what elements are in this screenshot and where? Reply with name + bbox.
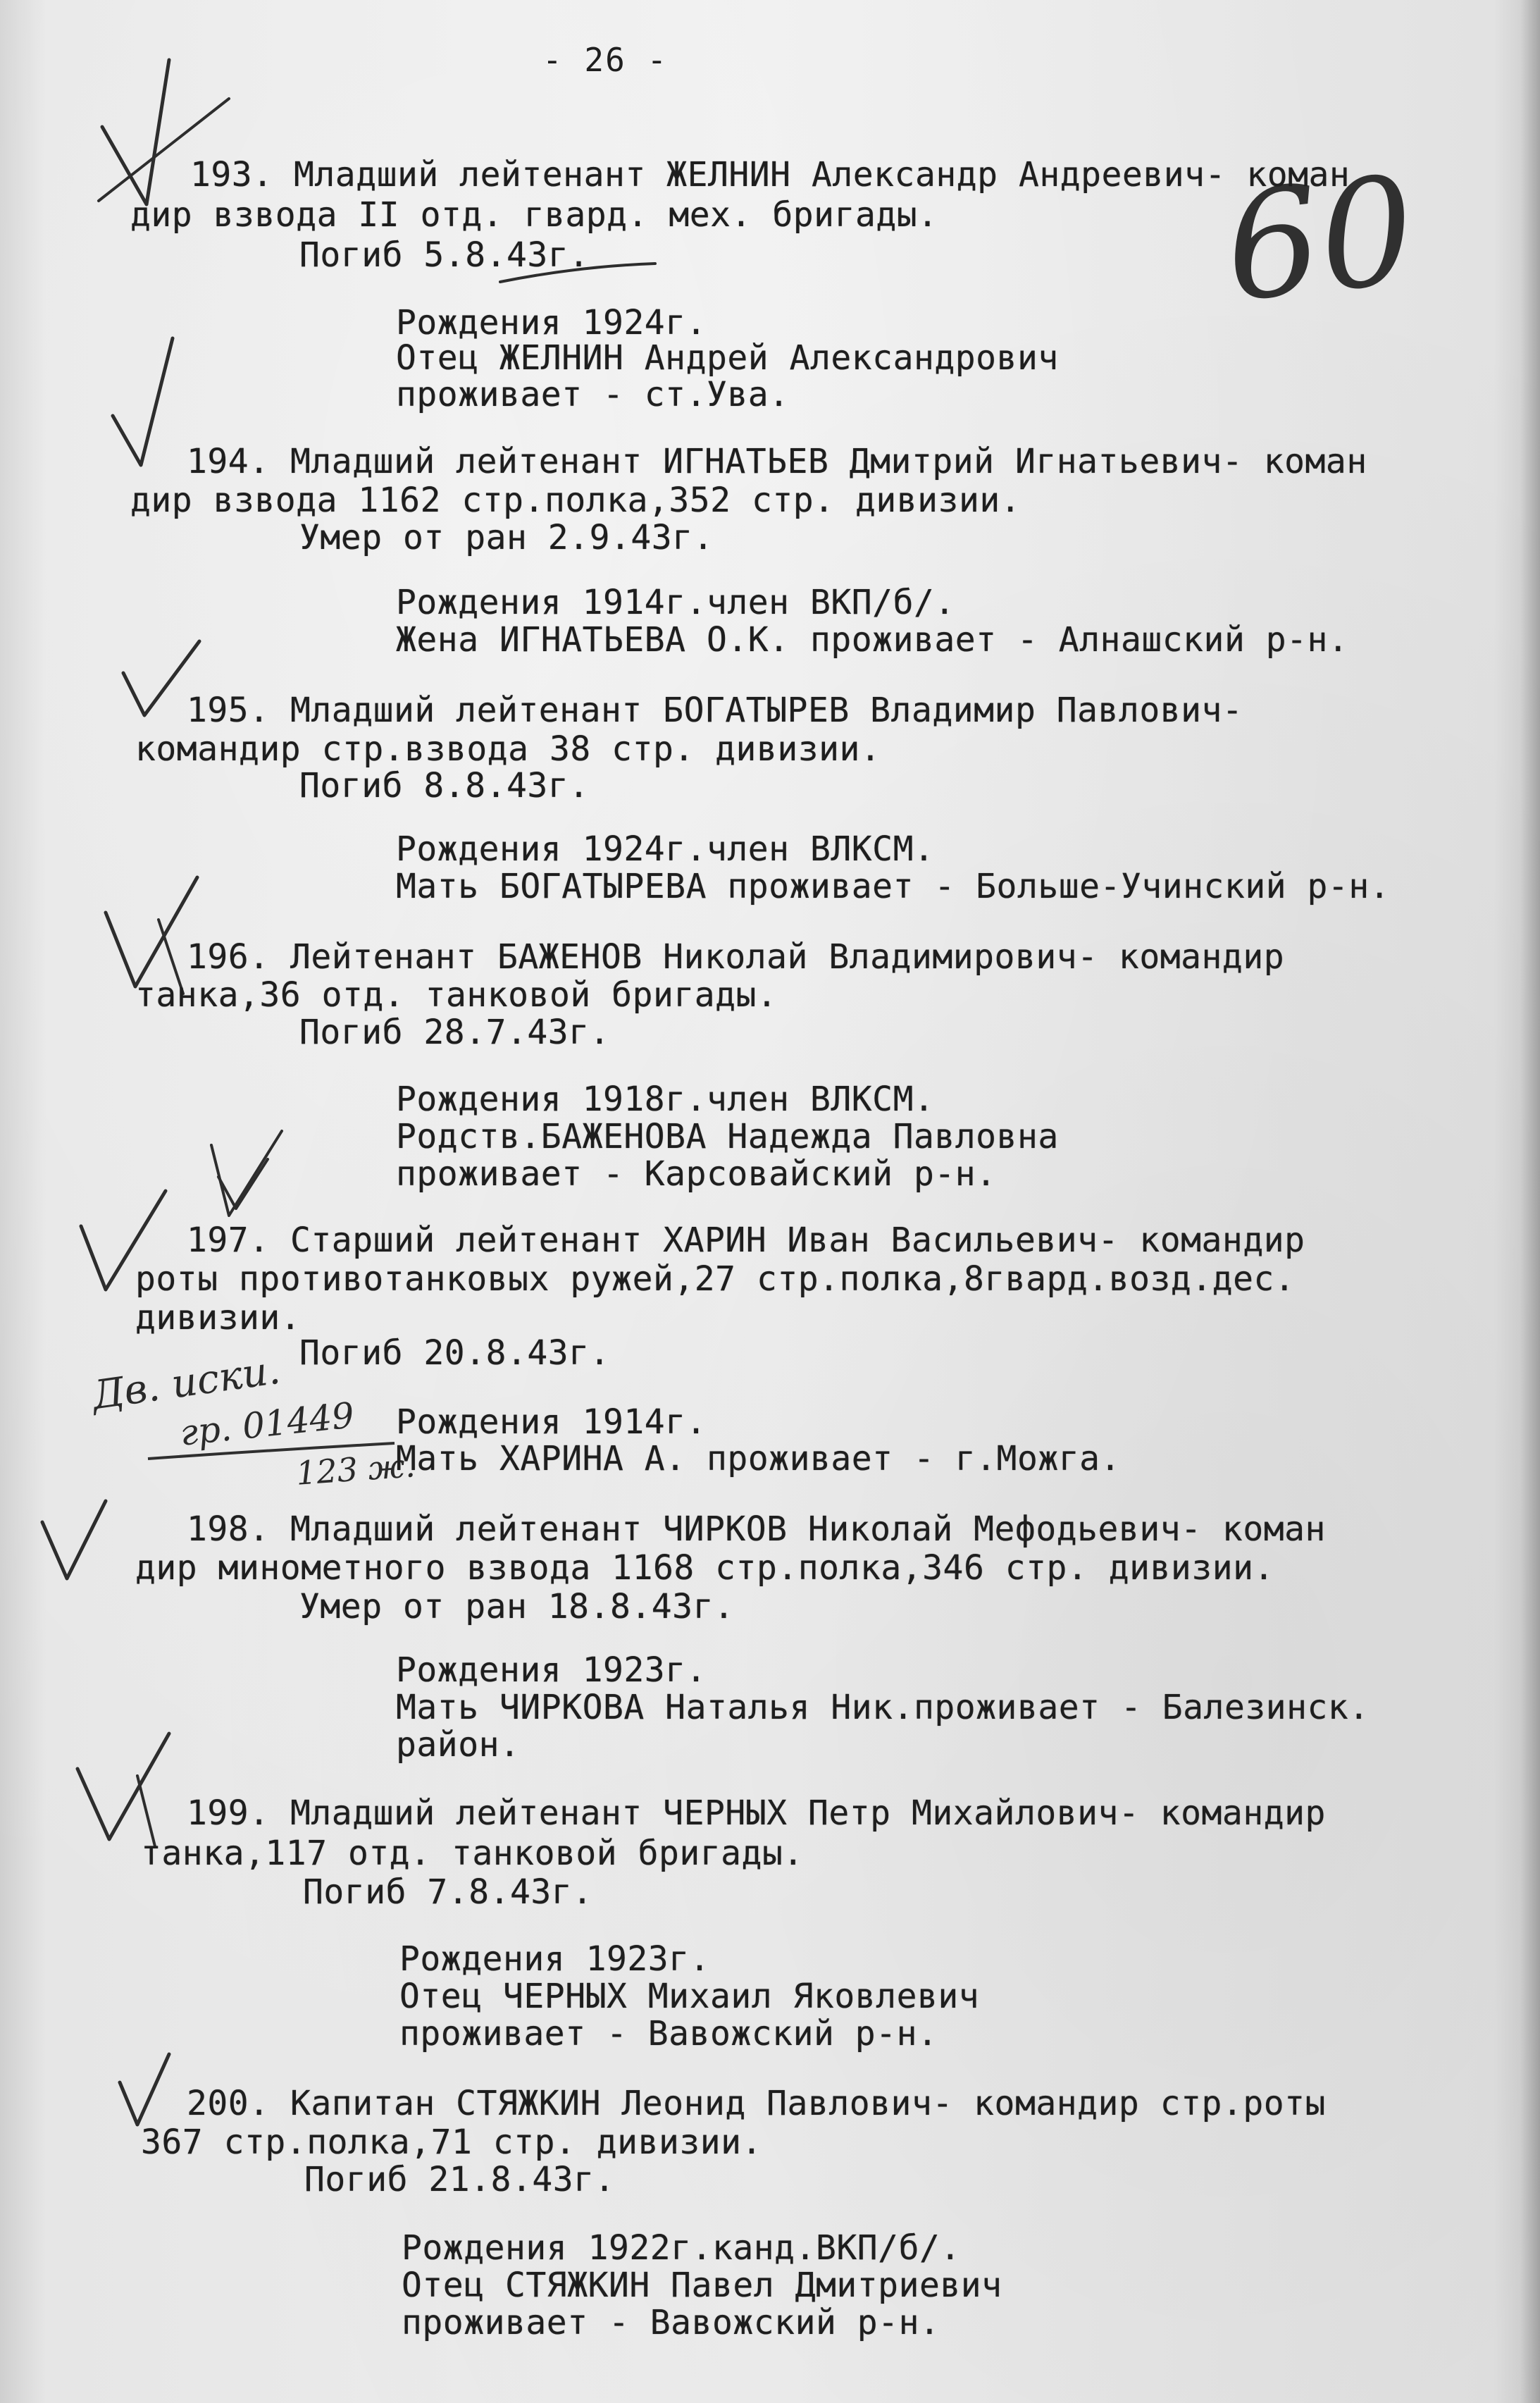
entry-193-residence: проживает - ст.Ува.	[396, 375, 790, 414]
entry-193-line-2: дир взвода II отд. гвард. мех. бригады.	[130, 195, 938, 235]
entry-195-birth: Рождения 1924г.член ВЛКСМ.	[396, 829, 935, 869]
entry-198-line-2: дир минометного взвода 1168 стр.полка,346 стр. дивизии.	[135, 1548, 1274, 1588]
entry-193-death: Погиб 5.8.43г.	[299, 235, 590, 275]
entry-195-relative: Мать БОГАТЫРЕВА проживает - Больше-Учинский р-н.	[396, 867, 1391, 906]
check-mark-icon	[106, 331, 183, 475]
entry-197-line-2: роты противотанковых ружей,27 стр.полка,8гвард.возд.дес.	[135, 1259, 1296, 1299]
entry-197-death: Погиб 20.8.43г.	[299, 1333, 610, 1373]
entry-195-death: Погиб 8.8.43г.	[299, 766, 590, 805]
entry-196-death: Погиб 28.7.43г.	[299, 1013, 610, 1052]
entry-199-birth: Рождения 1923г.	[399, 1939, 710, 1979]
entry-198-birth: Рождения 1923г.	[396, 1650, 707, 1690]
entry-198-line-6: район.	[396, 1725, 521, 1765]
handwritten-margin-note	[89, 1347, 423, 1501]
entry-199-residence: проживает - Вавожский р-н.	[399, 2014, 938, 2053]
entry-196-line-2: танка,36 отд. танковой бригады.	[135, 975, 778, 1015]
entry-198-death: Умер от ран 18.8.43г.	[299, 1587, 735, 1626]
handwritten-sheet-number-text: 60	[1217, 143, 1423, 335]
entry-194-line-2: дир взвода 1162 стр.полка,352 стр. дивизии.	[130, 481, 1022, 520]
entry-199-line-2: танка,117 отд. танковой бригады.	[141, 1834, 804, 1873]
entry-200-relative: Отец СТЯЖКИН Павел Дмитриевич	[402, 2266, 1002, 2305]
entry-193-line-1: 193. Младший лейтенант ЖЕЛНИН Александр Андреевич- коман	[190, 155, 1350, 194]
entry-195-line-2: командир стр.взвода 38 стр. дивизии.	[135, 729, 881, 769]
entry-197-line-1: 197. Старший лейтенант ХАРИН Иван Васильевич- командир	[187, 1221, 1305, 1260]
entry-197-line-3: дивизии.	[135, 1298, 302, 1338]
entry-193-birth: Рождения 1924г.	[396, 303, 707, 342]
handwritten-note-line-3: 123 ж.	[294, 1446, 417, 1493]
entry-198-line-1: 198. Младший лейтенант ЧИРКОВ Николай Мефодьевич- коман	[187, 1509, 1326, 1549]
entry-196-residence: проживает - Карсовайский р-н.	[396, 1154, 997, 1194]
entry-196-relative: Родств.БАЖЕНОВА Надежда Павловна	[396, 1117, 1059, 1156]
entry-194-line-1: 194. Младший лейтенант ИГНАТЬЕВ Дмитрий Игнатьевич- коман	[187, 442, 1367, 481]
entry-196-birth: Рождения 1918г.член ВЛКСМ.	[396, 1080, 935, 1119]
entry-198-relative: Мать ЧИРКОВА Наталья Ник.проживает - Балезинск.	[396, 1688, 1370, 1727]
entry-199-line-1: 199. Младший лейтенант ЧЕРНЫХ Петр Михайлович- командир	[187, 1793, 1326, 1833]
entry-199-relative: Отец ЧЕРНЫХ Михаил Яковлевич	[399, 1977, 980, 2016]
entry-199-death: Погиб 7.8.43г.	[303, 1872, 593, 1912]
entry-200-line-1: 200. Капитан СТЯЖКИН Леонид Павлович- командир стр.роты	[187, 2084, 1326, 2123]
page-number: - 26 -	[542, 41, 669, 79]
entry-195-line-1: 195. Младший лейтенант БОГАТЫРЕВ Владимир Павлович-	[187, 691, 1243, 730]
handwritten-note-line-1: Дв. иски.	[89, 1347, 283, 1419]
check-mark-icon	[204, 1124, 289, 1225]
entry-200-birth: Рождения 1922г.канд.ВКП/б/.	[402, 2228, 961, 2268]
entry-194-relative: Жена ИГНАТЬЕВА О.К. проживает - Алнашский р-н.	[396, 620, 1349, 660]
entry-200-line-2: 367 стр.полка,71 стр. дивизии.	[141, 2123, 762, 2162]
check-mark-icon	[35, 1494, 113, 1588]
entry-194-death: Умер от ран 2.9.43г.	[299, 518, 714, 557]
page-edge-shadow	[1520, 0, 1540, 2403]
entry-196-line-1: 196. Лейтенант БАЖЕНОВ Николай Владимирович- командир	[187, 937, 1285, 977]
entry-197-birth: Рождения 1914г.	[396, 1402, 707, 1442]
entry-200-death: Погиб 21.8.43г.	[304, 2160, 615, 2199]
entry-200-residence: проживает - Вавожский р-н.	[402, 2303, 940, 2342]
entry-197-relative: Мать ХАРИНА А. проживает - г.Можга.	[396, 1439, 1121, 1478]
handwritten-note-line-2: гр. 01449	[178, 1395, 356, 1454]
check-mark-icon	[70, 1726, 183, 1849]
handwritten-underline	[92, 1360, 423, 1501]
entry-193-relative: Отец ЖЕЛНИН Андрей Александрович	[396, 338, 1059, 378]
entry-194-birth: Рождения 1914г.член ВКП/б/.	[396, 583, 955, 622]
